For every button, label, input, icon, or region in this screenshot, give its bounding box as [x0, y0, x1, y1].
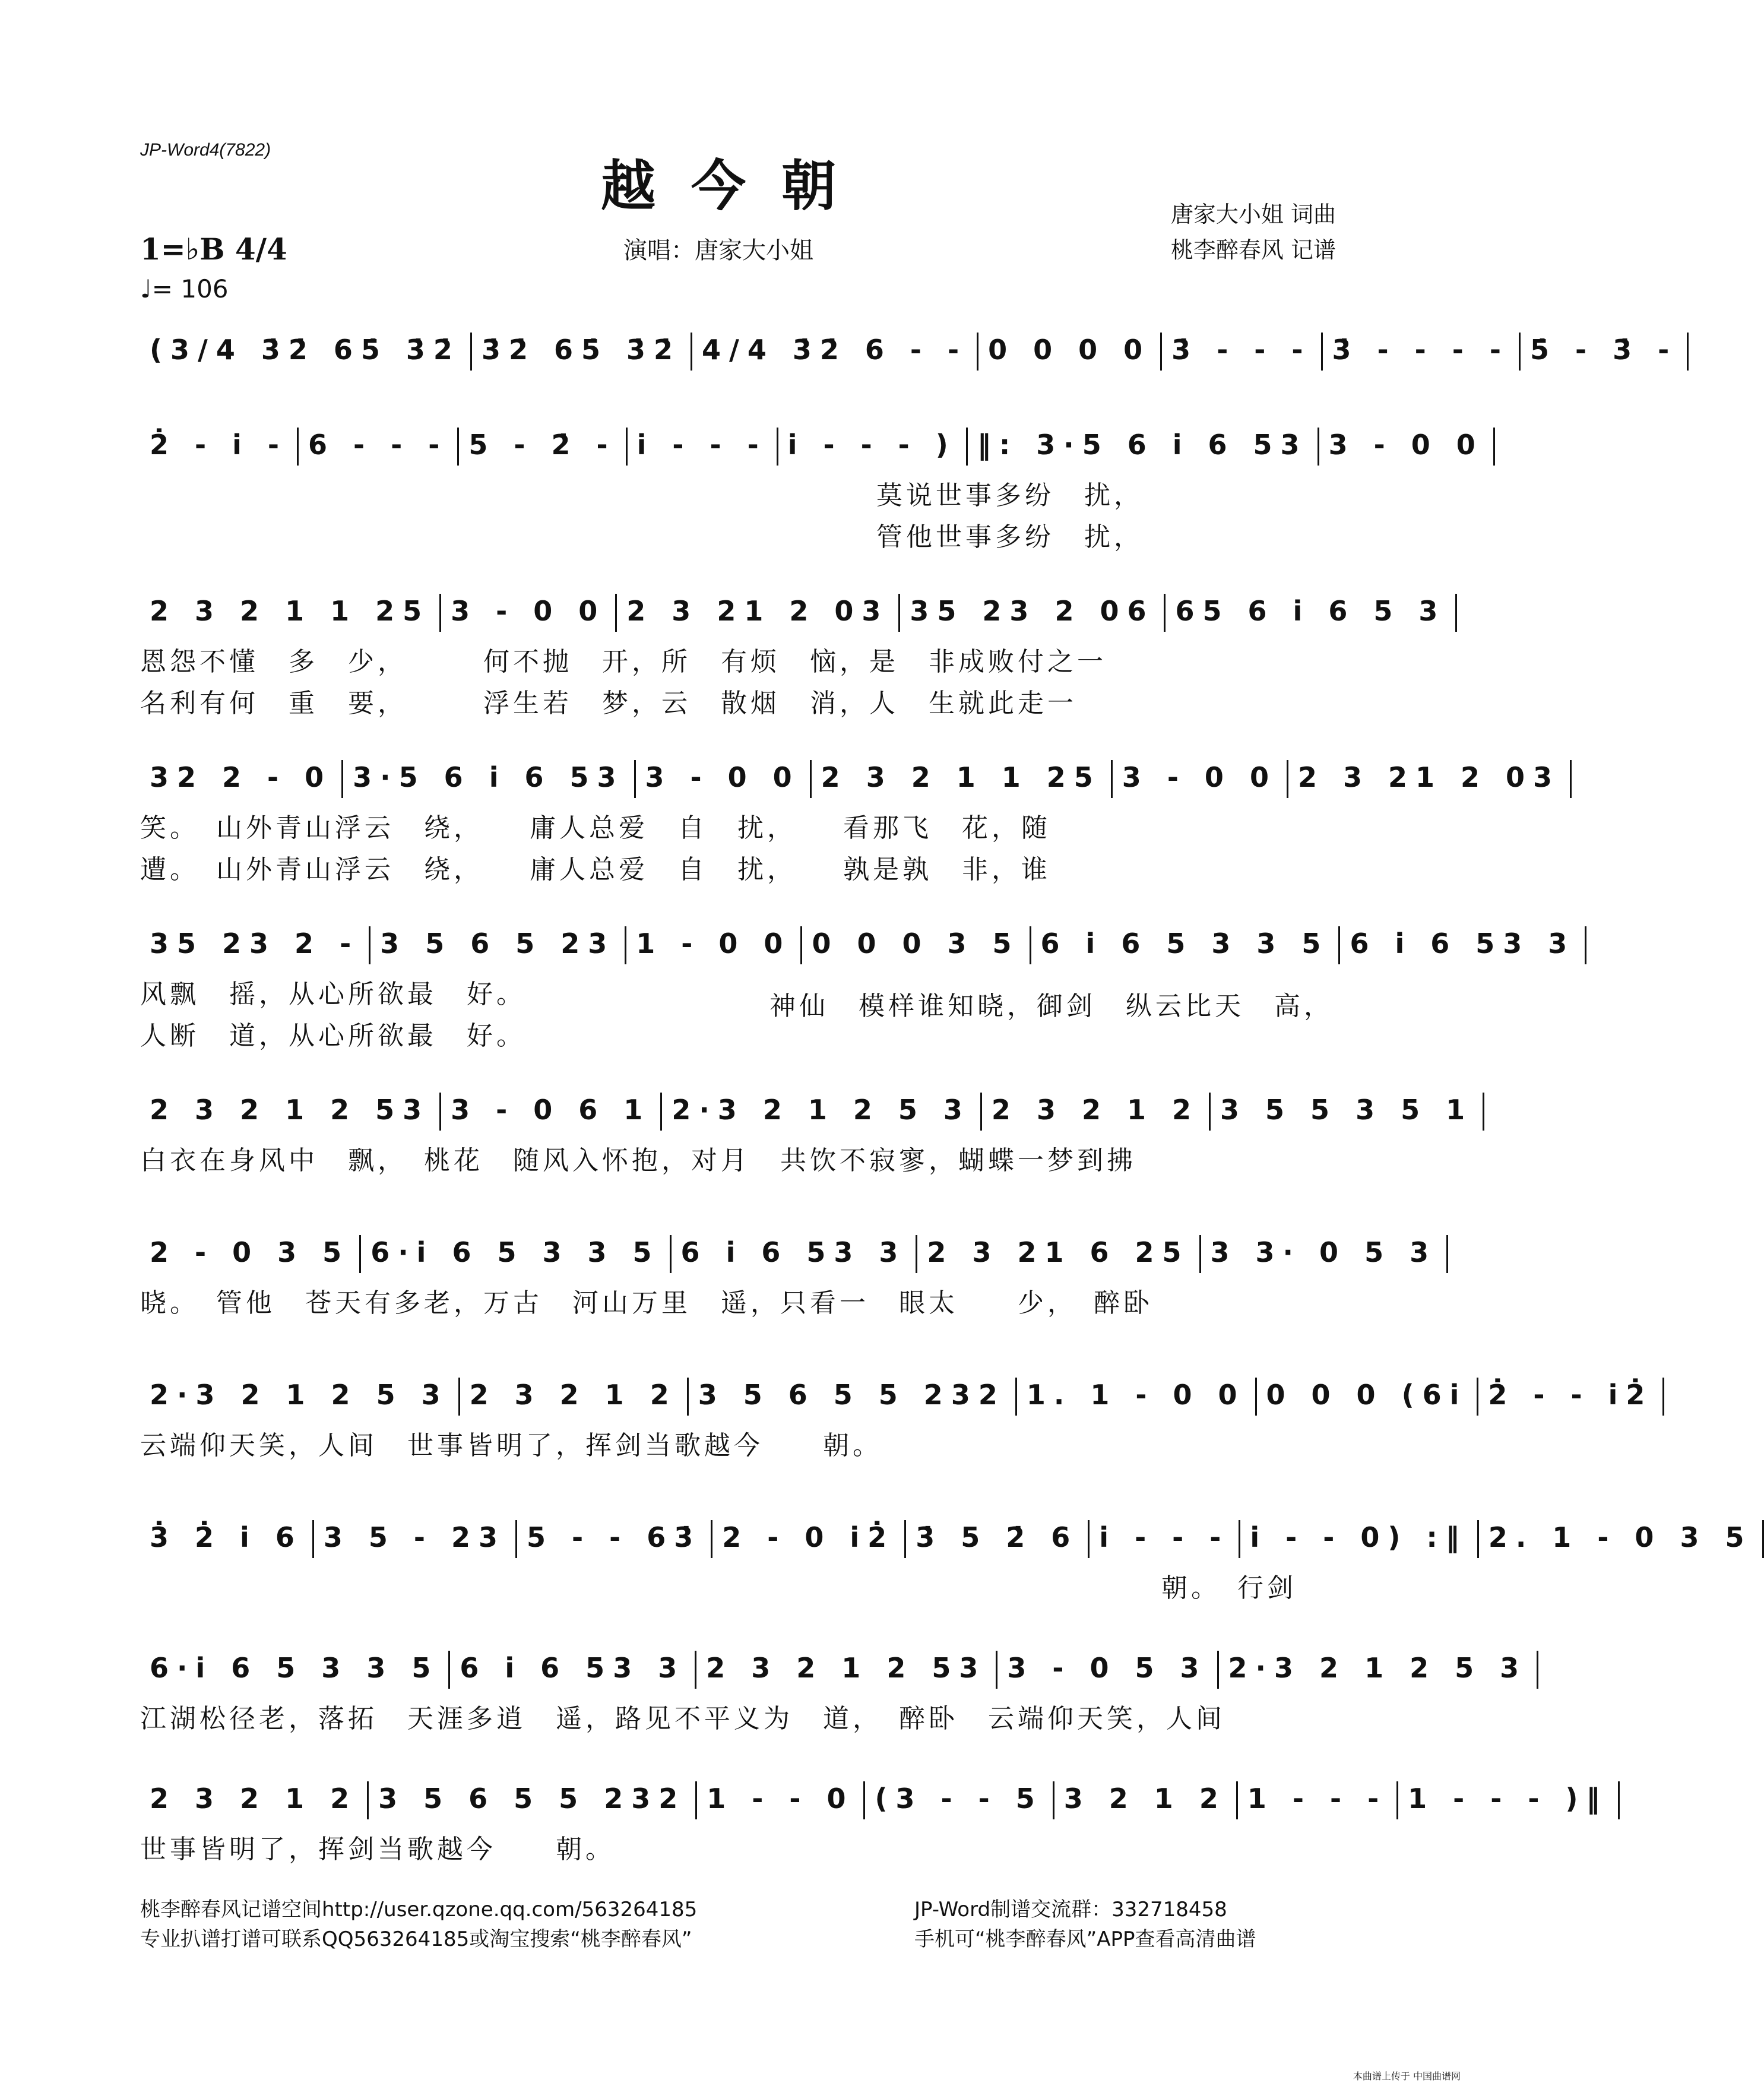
- measure: 2·3 2 1 2 5 3: [1228, 1651, 1528, 1684]
- lyrics-line: 恩怨不懂 多 少， 何不抛 开，所 有烦 恼，是 非成败付之一: [140, 647, 1107, 677]
- score-system: [140, 1520, 1753, 1609]
- barline: [1570, 760, 1572, 798]
- measure: i - - -: [1099, 1521, 1230, 1553]
- measure: 3 - 0 0: [645, 761, 800, 793]
- barline: [1446, 1235, 1448, 1273]
- measure: 3 - 0 0: [1122, 761, 1277, 793]
- measure: 2 - 0 3 5: [150, 1236, 350, 1268]
- measure: i - - 0) :‖: [1250, 1521, 1468, 1553]
- measure: 2̇ - i -: [150, 428, 288, 461]
- measure: 3̇ 5 2̇ 6: [916, 1521, 1079, 1553]
- lyrics-line: 管他世事多纷 扰，: [876, 522, 1144, 552]
- score-system: [140, 1378, 1654, 1467]
- lyrics-line: 笑。 山外青山浮云 绕， 庸人总爱 自 扰， 看那飞 花，随: [140, 813, 1051, 843]
- measure: 2·3 2 1 2 5 3: [672, 1093, 971, 1126]
- measure: 2 3 2 1 2 53: [706, 1651, 987, 1684]
- lyrics-line: 晓。 管他 苍天有多老，万古 河山万里 遥，只看一 眼太 少， 醉卧: [140, 1288, 1153, 1318]
- measure: 2 3 2 1 1 25: [150, 594, 430, 627]
- measure: 2 3 2 1 2: [991, 1093, 1200, 1126]
- key-signature: 1=♭B 4/4: [140, 232, 287, 267]
- lyrics-line: 云端仰天笑，人间 世事皆明了，挥剑当歌越今 朝。: [140, 1430, 882, 1461]
- measure: 6·i 6 5 3 3 5: [370, 1236, 660, 1268]
- notes-line: [140, 1651, 1528, 1698]
- footer-left-line1: 桃李醉春风记谱空间http://user.qzone.qq.com/563264185: [140, 1898, 698, 1921]
- measure: 5̇ - 3̇ -: [1529, 333, 1678, 366]
- measure: 6 i 6 5 3 3 5: [1040, 927, 1329, 960]
- measure: 3 5 5 3 5 1: [1220, 1093, 1474, 1126]
- measure: ‖: 3·5 6 i 6 53: [977, 428, 1308, 461]
- score-system: [140, 760, 1561, 891]
- app-watermark: JP-Word4(7822): [140, 140, 271, 160]
- lyrics-music-credit: 唐家大小姐 词曲: [1170, 201, 1336, 227]
- notes-line: [140, 1781, 1608, 1829]
- measure: 65 6 i 6 5 3: [1175, 594, 1446, 627]
- measure: 3 5 6 5 5 232: [378, 1782, 686, 1815]
- measure: 2·3 2 1 2 5 3: [150, 1378, 449, 1411]
- measure: 1 - 0 0: [636, 927, 791, 960]
- measure: 6·i 6 5 3 3 5: [150, 1651, 439, 1684]
- measure: 6 - - -: [308, 428, 448, 461]
- measure: 2 3 21 2 03: [1297, 761, 1561, 793]
- measure: 3 - 0 5 3: [1007, 1651, 1208, 1684]
- measure: 2 3 2 1 2: [150, 1782, 358, 1815]
- lyrics-line: 神仙 模样谁知晓，御剑 纵云比天 高，: [769, 991, 1334, 1021]
- tempo-marking: ♩= 106: [140, 274, 229, 303]
- score-system: [140, 333, 1678, 380]
- score-system: [140, 1235, 1437, 1324]
- measure: 2 3 2 1 2 53: [150, 1093, 430, 1126]
- barline: [1662, 1378, 1664, 1416]
- measure: (3 - - 5: [875, 1782, 1043, 1815]
- barline: [1483, 1093, 1484, 1131]
- score-system: [140, 926, 1576, 1057]
- measure: 3̇2̇ 65̇ 3̇2̇: [481, 333, 682, 366]
- measure: 3 5 - 23: [323, 1521, 506, 1553]
- notes-line: [140, 428, 1484, 475]
- measure: 35 23 2 -: [150, 927, 360, 960]
- measure: 2 3 21 6 25: [927, 1236, 1190, 1268]
- measure: 5 - - 63̇: [527, 1521, 702, 1553]
- lyrics-line: 名利有何 重 要， 浮生若 梦，云 散烟 消，人 生就此走一: [140, 688, 1077, 718]
- measure: i - - - ): [787, 428, 957, 461]
- notes-line: [140, 1378, 1654, 1425]
- score-system: [140, 594, 1446, 724]
- song-title: 越今朝: [600, 154, 872, 218]
- measure: 4/4 3̇2̇ 6 - -: [702, 333, 968, 366]
- notes-line: [140, 594, 1446, 641]
- barline: [1537, 1651, 1538, 1689]
- measure: 0 0 0 0: [988, 333, 1151, 366]
- measure: 3 5 6 5 23: [380, 927, 616, 960]
- notes-line: [140, 1235, 1437, 1283]
- lyrics-line: 朝。 行剑: [1161, 1573, 1297, 1603]
- measure: 1 - - - )‖: [1408, 1782, 1608, 1815]
- lyrics-line: 白衣在身风中 飘， 桃花 随风入怀抱，对月 共饮不寂寥，蝴蝶一梦到拂: [140, 1145, 1136, 1176]
- measure: 6 i 6 53 3: [680, 1236, 907, 1268]
- measure: 3 3· 0 5 3: [1210, 1236, 1437, 1268]
- lyrics-line: 遭。 山外青山浮云 绕， 庸人总爱 自 扰， 孰是孰 非，谁: [140, 854, 1051, 885]
- barline: [1618, 1781, 1620, 1819]
- barline: [1585, 926, 1586, 964]
- measure: 1 - - -: [1247, 1782, 1388, 1815]
- barline: [1493, 428, 1495, 466]
- lyrics-line: 世事皆明了，挥剑当歌越今 朝。: [140, 1834, 615, 1864]
- measure: 2 3 2 1 1 25: [821, 761, 1101, 793]
- score-system: [140, 1093, 1474, 1182]
- barline: [1687, 333, 1689, 371]
- footer-corner: 本曲谱上传于 中国曲谱网: [1353, 2071, 1461, 2082]
- measure: 3̇ 2̇ i 6: [150, 1521, 303, 1553]
- measure: 1 - - 0: [707, 1782, 854, 1815]
- score-system: [140, 428, 1484, 558]
- measure: 6 i 6 53 3: [460, 1651, 686, 1684]
- notes-line: [140, 1520, 1753, 1568]
- measure: 5 - 2̇ -: [468, 428, 616, 461]
- measure: 6 i 6 53 3: [1350, 927, 1576, 960]
- measure: 35 23 2 06: [910, 594, 1155, 627]
- lyrics-line: 江湖松径老，落拓 天涯多逍 遥，路见不平义为 道， 醉卧 云端仰天笑，人间: [140, 1704, 1225, 1734]
- notes-line: [140, 760, 1561, 808]
- measure: 3 5 6 5 5 232: [698, 1378, 1006, 1411]
- measure: 2 3 21 2 03: [626, 594, 889, 627]
- barline: [1455, 594, 1457, 632]
- measure: 3 - 0 0: [1328, 428, 1484, 461]
- lyrics-line: 莫说世事多纷 扰，: [876, 480, 1144, 511]
- measure: 3·5 6 i 6 53: [353, 761, 625, 793]
- transcriber-credit: 桃李醉春风 记谱: [1170, 237, 1336, 263]
- measure: 2 - 0 i2̇: [722, 1521, 895, 1553]
- measure: 3̇ - - - -: [1332, 333, 1509, 366]
- lyrics-line: 人断 道，从心所欲最 好。: [140, 1021, 526, 1051]
- score-system: [140, 1781, 1608, 1870]
- measure: 2 3 2 1 2: [469, 1378, 677, 1411]
- notes-line: [140, 926, 1576, 974]
- measure: 2̇ - - i2̇: [1488, 1378, 1654, 1411]
- measure: 1. 1 - 0 0: [1026, 1378, 1246, 1411]
- measure: 3 - 0 6 1: [451, 1093, 651, 1126]
- footer-left-line2: 专业扒谱打谱可联系QQ563264185或淘宝搜索“桃李醉春风”: [140, 1927, 692, 1951]
- measure: (3/4 3̇2̇ 65̇ 3̇2̇: [150, 333, 461, 366]
- measure: 2. 1 - 0 3 5: [1488, 1521, 1753, 1553]
- footer-right-line1: JP-Word制谱交流群：332718458: [914, 1898, 1227, 1921]
- measure: 0 0 0 (6i: [1266, 1378, 1468, 1411]
- barline: [1762, 1520, 1764, 1558]
- notes-line: [140, 333, 1678, 380]
- footer-right-line2: 手机可“桃李醉春风”APP查看高清曲谱: [914, 1927, 1256, 1951]
- measure: i - - -: [636, 428, 767, 461]
- measure: 3̇ - - -: [1171, 333, 1312, 366]
- measure: 3 2 1 2: [1063, 1782, 1227, 1815]
- score-system: [140, 1651, 1528, 1740]
- singer-credit: 演唱：唐家大小姐: [623, 237, 813, 264]
- notes-line: [140, 1093, 1474, 1140]
- lyrics-line: 风飘 摇，从心所欲最 好。: [140, 979, 526, 1009]
- measure: 32 2 - 0: [150, 761, 332, 793]
- measure: 0 0 0 3 5: [812, 927, 1020, 960]
- measure: 3 - 0 0: [451, 594, 606, 627]
